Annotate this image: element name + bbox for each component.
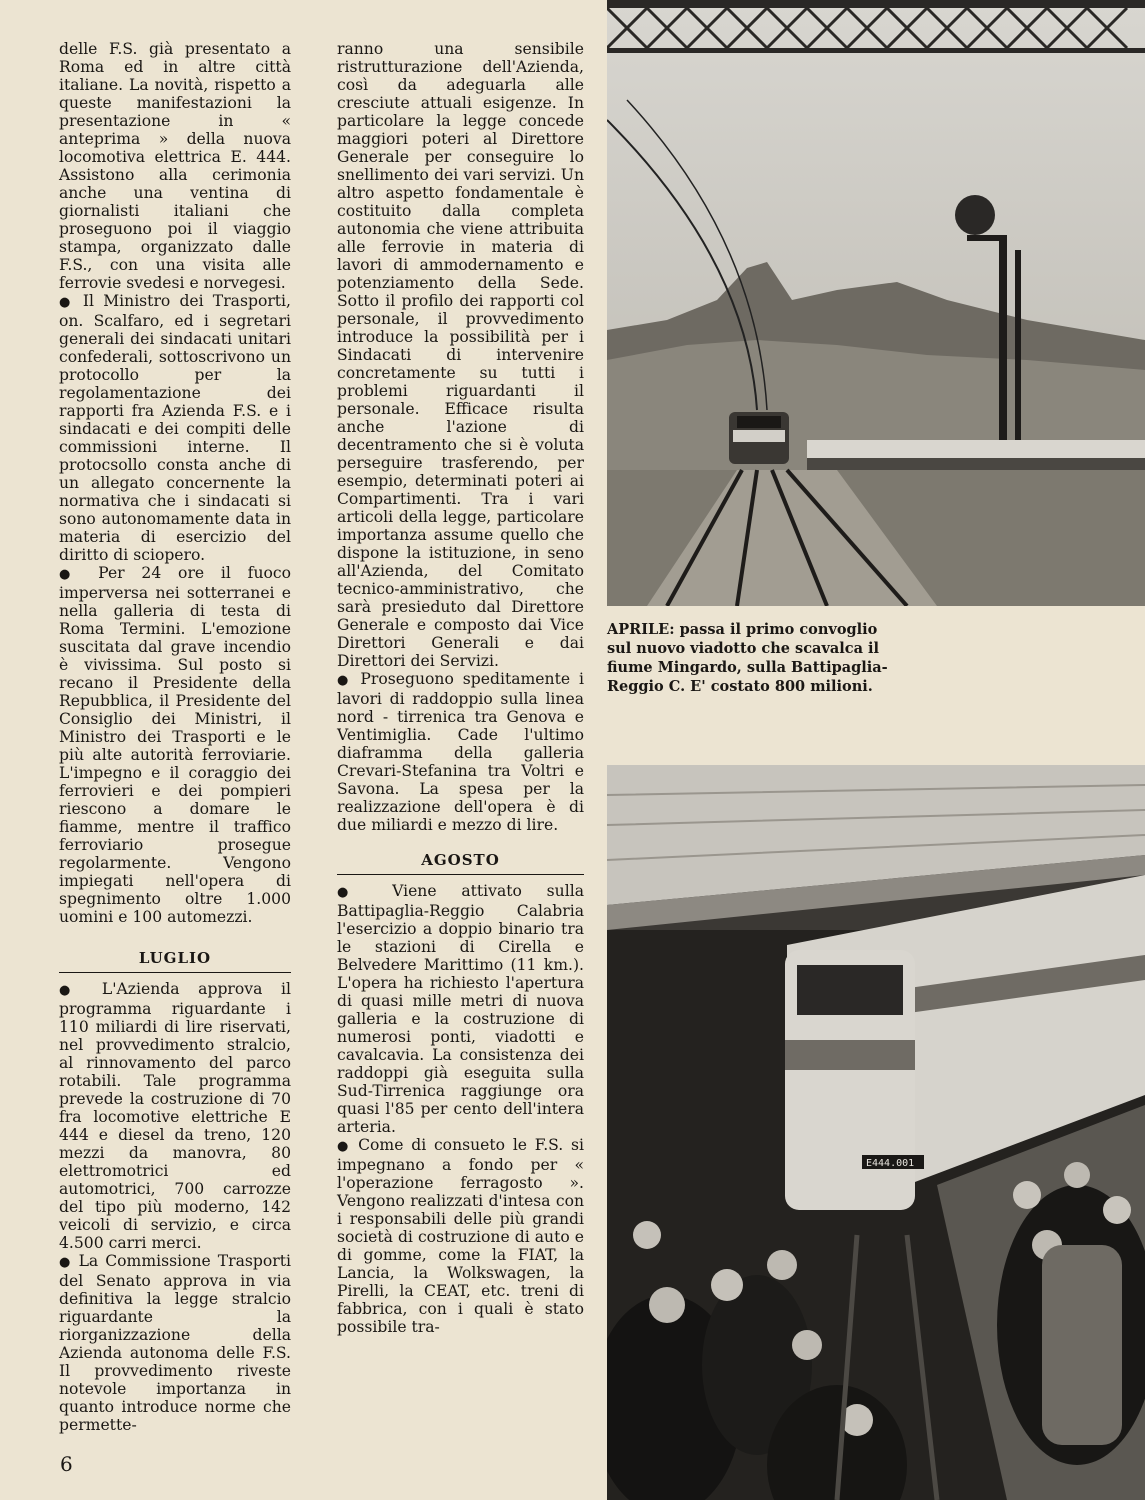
paragraph: ranno una sensibile ristrutturazione dell'Azienda, così da adeguarla alle cresciute attuali esigenze. In particolare la legge concede maggiori poteri al Direttore Generale per conseguire lo snellimento dei vari servizi. Un altro aspetto fondamentale è costituito dalla completa autonomia che viene attribuita alle ferrovie in materia di lavori di ammodernamento e potenziamento della Sede. Sotto il profilo dei rapporti col personale, il provvedimento introduce la possibilità per i Sindacati di intervenire concretamente su tutti i problemi riguardanti il personale. Efficace risulta anche l'azione di decentramento che si è voluta perseguire trasferendo, per esempio, determinati poteri ai Compartimenti. Tra i vari articoli della legge, particolare importanza assume quello che dispone la istituzione, in seno all'Azienda, del Comitato tecnico-amministrativo, che sarà presieduto dal Direttore Generale e composto dai Vice Direttori Generali e dai Direttori dei Servizi. [337,40,584,670]
text-column-1 [59,40,291,1434]
bullet-paragraph: ● Per 24 ore il fuoco imperversa nei sotterranei e nella galleria di testa di Roma Termini. L'emozione suscitata dal grave incendio è vivissima. Sul posto si recano il Presidente della Repubblica, il Presidente del Consiglio dei Ministri, il Ministro dei Trasporti e le più alte autorità ferroviarie. L'impegno e il coraggio dei ferrovieri e dei pompieri riescono a domare le fiamme, mentre il traffico ferroviario prosegue regolarmente. Vengono impiegati nell'opera di spegnimento oltre 1.000 uomini e 100 automezzi. [59,564,291,926]
bullet-paragraph: ● Come di consueto le F.S. si impegnano a fondo per « l'operazione ferragosto ». Vengono realizzati d'intesa con i responsabili delle più grandi società di costruzione di auto e di gomme, come la FIAT, la Lancia, la Wolkswagen, la Pirelli, la CEAT, etc. treni di fabbrica, con i quali è stato possibile tra- [337,1136,584,1336]
viaduct-train-photo [607,0,1145,606]
station-crowd-image [607,765,1145,1500]
paragraph: delle F.S. già presentato a Roma ed in altre città italiane. La novità, rispetto a queste manifestazioni la presentazione in « anteprima » della nuova locomotiva elettrica E. 444. Assistono alla cerimonia anche una ventina di giornalisti italiani che proseguono poi il viaggio stampa, organizzato dalle F.S., con una visita alle ferrovie svedesi e norvegesi. [59,40,291,292]
locomotive-number-plate: E444.001 [866,1158,915,1169]
section-heading-luglio: LUGLIO [59,946,291,973]
section-heading-agosto: AGOSTO [337,848,584,875]
bullet-paragraph: ● L'Azienda approva il programma riguardante i 110 miliardi di lire riservati, nel provvedimento stralcio, al rinnovamento del parco rotabili. Tale programma prevede la costruzione di 70 fra locomotive elettriche E 444 e diesel da treno, 120 mezzi da manovra, 80 elettromotrici ed automotrici, 700 carrozze del tipo più moderno, 142 veicoli di servizio, e circa 4.500 carri merci. [59,980,291,1252]
page-number: 6 [60,1452,73,1476]
bullet-paragraph: ● La Commissione Trasporti del Senato approva in via definitiva la legge stralcio riguardante la riorganizzazione della Azienda autonoma delle F.S. Il provvedimento riveste notevole importanza in quanto introduce norme che permette- [59,1252,291,1434]
photo-caption: APRILE: passa il primo convoglio sul nuovo viadotto che scavalca il fiume Mingardo, sulla Battipaglia-Reggio C. E' costato 800 milioni. [607,621,888,695]
bullet-paragraph: ● Viene attivato sulla Battipaglia-Reggio Calabria l'esercizio a doppio binario tra le stazioni di Cirella e Belvedere Marittimo (11 km.). L'opera ha richiesto l'apertura di quasi mille metri di nuova galleria e la costruzione di numerosi ponti, viadotti e cavalcavia. La consistenza dei raddoppi già eseguita sulla Sud-Tirrenica raggiunge ora quasi l'85 per cento dell'intera arteria. [337,882,584,1136]
viaduct-train-image [607,0,1145,606]
text-column-2 [337,40,584,1336]
bullet-paragraph: ● Il Ministro dei Trasporti, on. Scalfaro, ed i segretari generali dei sindacati unitari confederali, sottoscrivono un protocollo per la regolamentazione dei rapporti fra Azienda F.S. e i sindacati e dei compiti delle commissioni interne. Il protocsollo consta anche di un allegato concernente la normativa che i sindacati si sono autonomamente data in materia di esercizio del diritto di sciopero. [59,292,291,564]
station-locomotive-photo [607,765,1145,1500]
bullet-paragraph: ● Proseguono speditamente i lavori di raddoppio sulla linea nord - tirrenica tra Genova e Ventimiglia. Cade l'ultimo diaframma della galleria Crevari-Stefanina tra Voltri e Savona. La spesa per la realizzazione dell'opera è di due miliardi e mezzo di lire. [337,670,584,834]
